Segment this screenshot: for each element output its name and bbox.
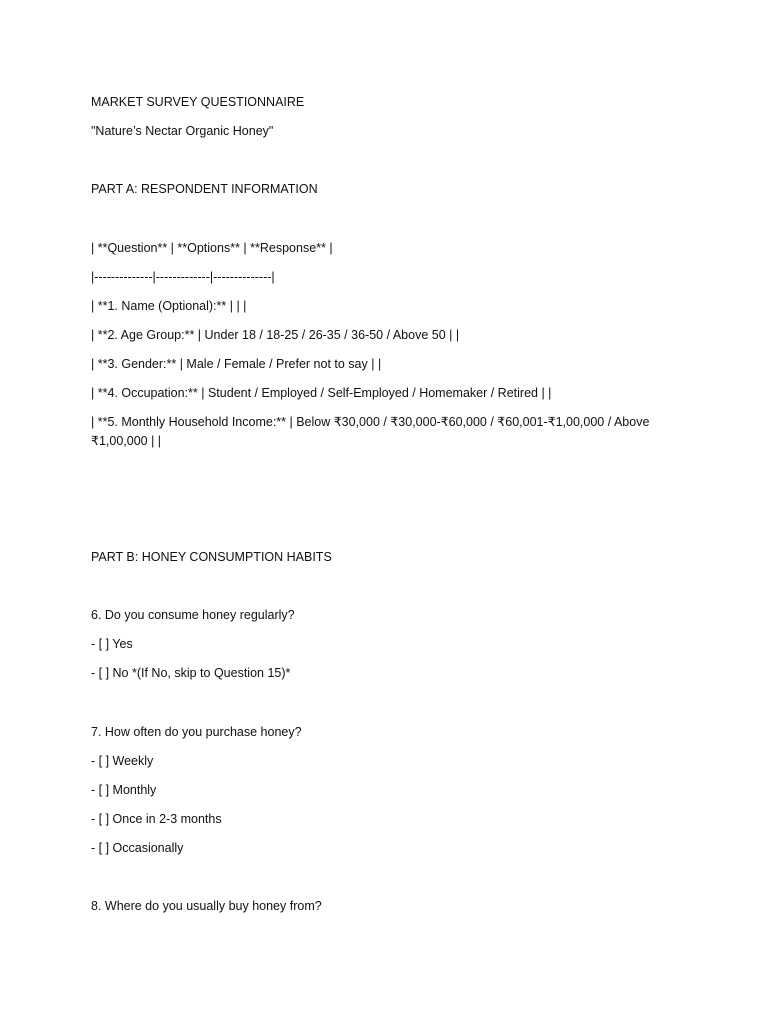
checkbox-option[interactable]: - [ ] Weekly bbox=[91, 754, 154, 768]
checkbox-option[interactable]: - [ ] Once in 2-3 months bbox=[91, 812, 222, 826]
checkbox-option[interactable]: - [ ] No *(If No, skip to Question 15)* bbox=[91, 666, 291, 680]
document-subtitle: "Nature’s Nectar Organic Honey" bbox=[91, 124, 274, 138]
table-row: | **1. Name (Optional):** | | | bbox=[91, 299, 247, 313]
table-separator-row: |--------------|-------------|--------------| bbox=[91, 270, 275, 284]
question-6: 6. Do you consume honey regularly? bbox=[91, 608, 295, 622]
table-header-row: | **Question** | **Options** | **Response** | bbox=[91, 241, 333, 255]
part-a-heading: PART A: RESPONDENT INFORMATION bbox=[91, 182, 318, 196]
part-b-heading: PART B: HONEY CONSUMPTION HABITS bbox=[91, 550, 332, 564]
table-row: | **4. Occupation:** | Student / Employed / Self-Employed / Homemaker / Retired | | bbox=[91, 386, 552, 400]
checkbox-option[interactable]: - [ ] Occasionally bbox=[91, 841, 184, 855]
question-8: 8. Where do you usually buy honey from? bbox=[91, 899, 322, 913]
table-row: | **2. Age Group:** | Under 18 / 18-25 / 26-35 / 36-50 / Above 50 | | bbox=[91, 328, 460, 342]
checkbox-option[interactable]: - [ ] Monthly bbox=[91, 783, 157, 797]
checkbox-option[interactable]: - [ ] Yes bbox=[91, 637, 133, 651]
table-row: | **3. Gender:** | Male / Female / Prefer not to say | | bbox=[91, 357, 382, 371]
document-title: MARKET SURVEY QUESTIONNAIRE bbox=[91, 95, 305, 109]
question-7: 7. How often do you purchase honey? bbox=[91, 725, 302, 739]
table-row: | **5. Monthly Household Income:** | Below ₹30,000 / ₹30,000-₹60,000 / ₹60,001-₹1,00,000 / Above ₹1,00,000 | | bbox=[91, 415, 653, 448]
